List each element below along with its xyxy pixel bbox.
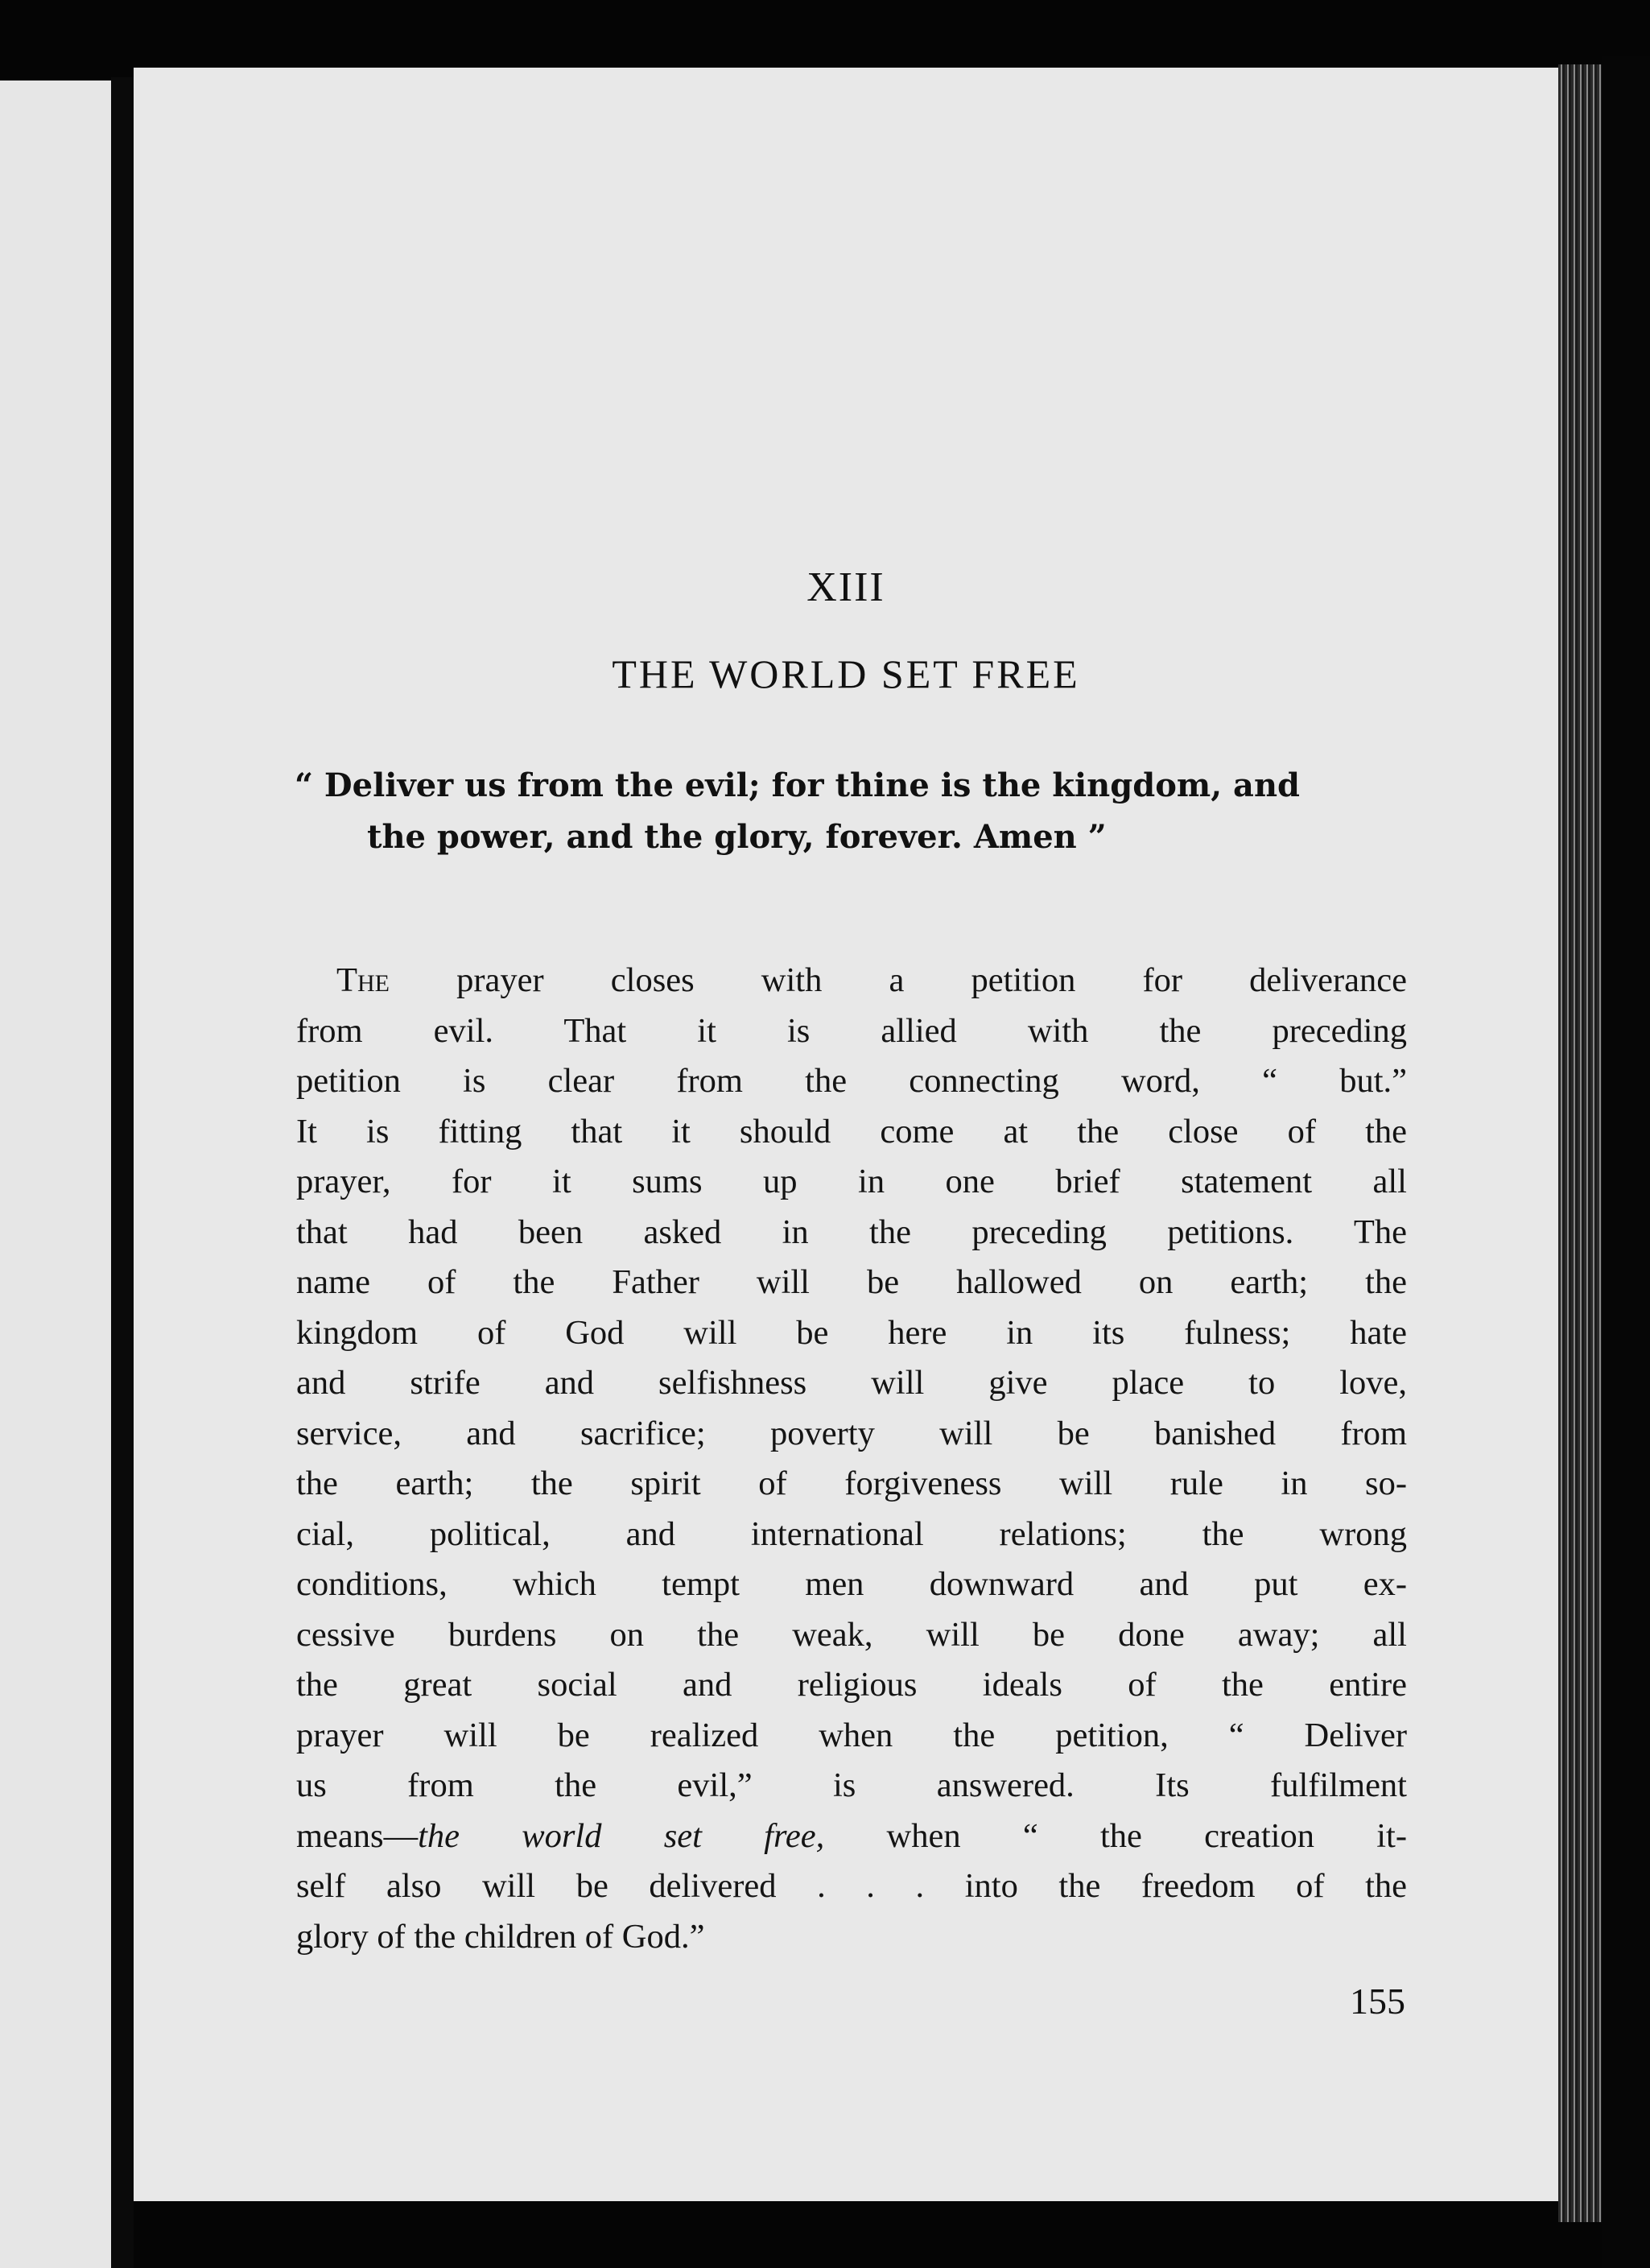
text-line: self also will be delivered . . . into the freedom of the [296, 1867, 1407, 1905]
chapter-number: XIII [806, 564, 885, 610]
text-line: petition is clear from the connecting word, “ but.” [296, 1062, 1407, 1100]
text-line: prayer will be realized when the petition, “ Deliver [296, 1716, 1407, 1754]
text-segment: means— [296, 1816, 419, 1855]
text-segment: when “ the creation it- [824, 1816, 1407, 1855]
text-line: the great social and religious ideals of the entire [296, 1666, 1407, 1704]
text-line: that had been asked in the preceding petitions. The [296, 1212, 1407, 1251]
text-line: us from the evil,” is answered. Its fulfilment [296, 1766, 1407, 1804]
epigraph-line: the power, and the glory, forever. Amen ” [367, 818, 1107, 856]
text-line: name of the Father will be hallowed on earth; the [296, 1263, 1407, 1301]
text-line: the earth; the spirit of forgiveness will rule in so- [296, 1464, 1407, 1502]
italic-phrase: the world set free, [418, 1816, 825, 1855]
page-content [134, 68, 1558, 2201]
text-line [296, 956, 1407, 1006]
epigraph [295, 760, 1405, 863]
text-line [296, 1812, 1407, 1862]
epigraph-line: “ Deliver us from the evil; for thine is the kingdom, and [295, 766, 1301, 804]
background-edge [1602, 56, 1650, 2268]
text-line: cial, political, and international relations; the wrong [296, 1514, 1407, 1553]
facing-page [0, 81, 111, 2268]
body-paragraph [296, 956, 1407, 1962]
chapter-title: THE WORLD SET FREE [612, 651, 1080, 696]
text-line: cessive burdens on the weak, will be done away; all [296, 1615, 1407, 1654]
text-line: and strife and selfishness will give place to love, [296, 1364, 1407, 1402]
book-gutter [111, 77, 134, 2268]
text-line: It is fitting that it should come at the close of the [296, 1112, 1407, 1151]
text-line: from evil. That it is allied with the preceding [296, 1011, 1407, 1050]
text-line: kingdom of God will be here in its fulness; hate [296, 1313, 1407, 1352]
text-line: service, and sacrifice; poverty will be banished from [296, 1414, 1407, 1452]
page-number: 155 [1350, 1981, 1405, 2022]
book-page [134, 68, 1558, 2201]
text-line: glory of the children of God.” [296, 1917, 705, 1956]
text-line: prayer, for it sums up in one brief statement all [296, 1163, 1407, 1200]
page-edges [1558, 64, 1602, 2222]
text-line: conditions, which tempt men downward and put ex- [296, 1565, 1407, 1603]
lead-word: The [336, 961, 390, 999]
text-line-rest: prayer closes with a petition for deliverance [389, 961, 1407, 999]
